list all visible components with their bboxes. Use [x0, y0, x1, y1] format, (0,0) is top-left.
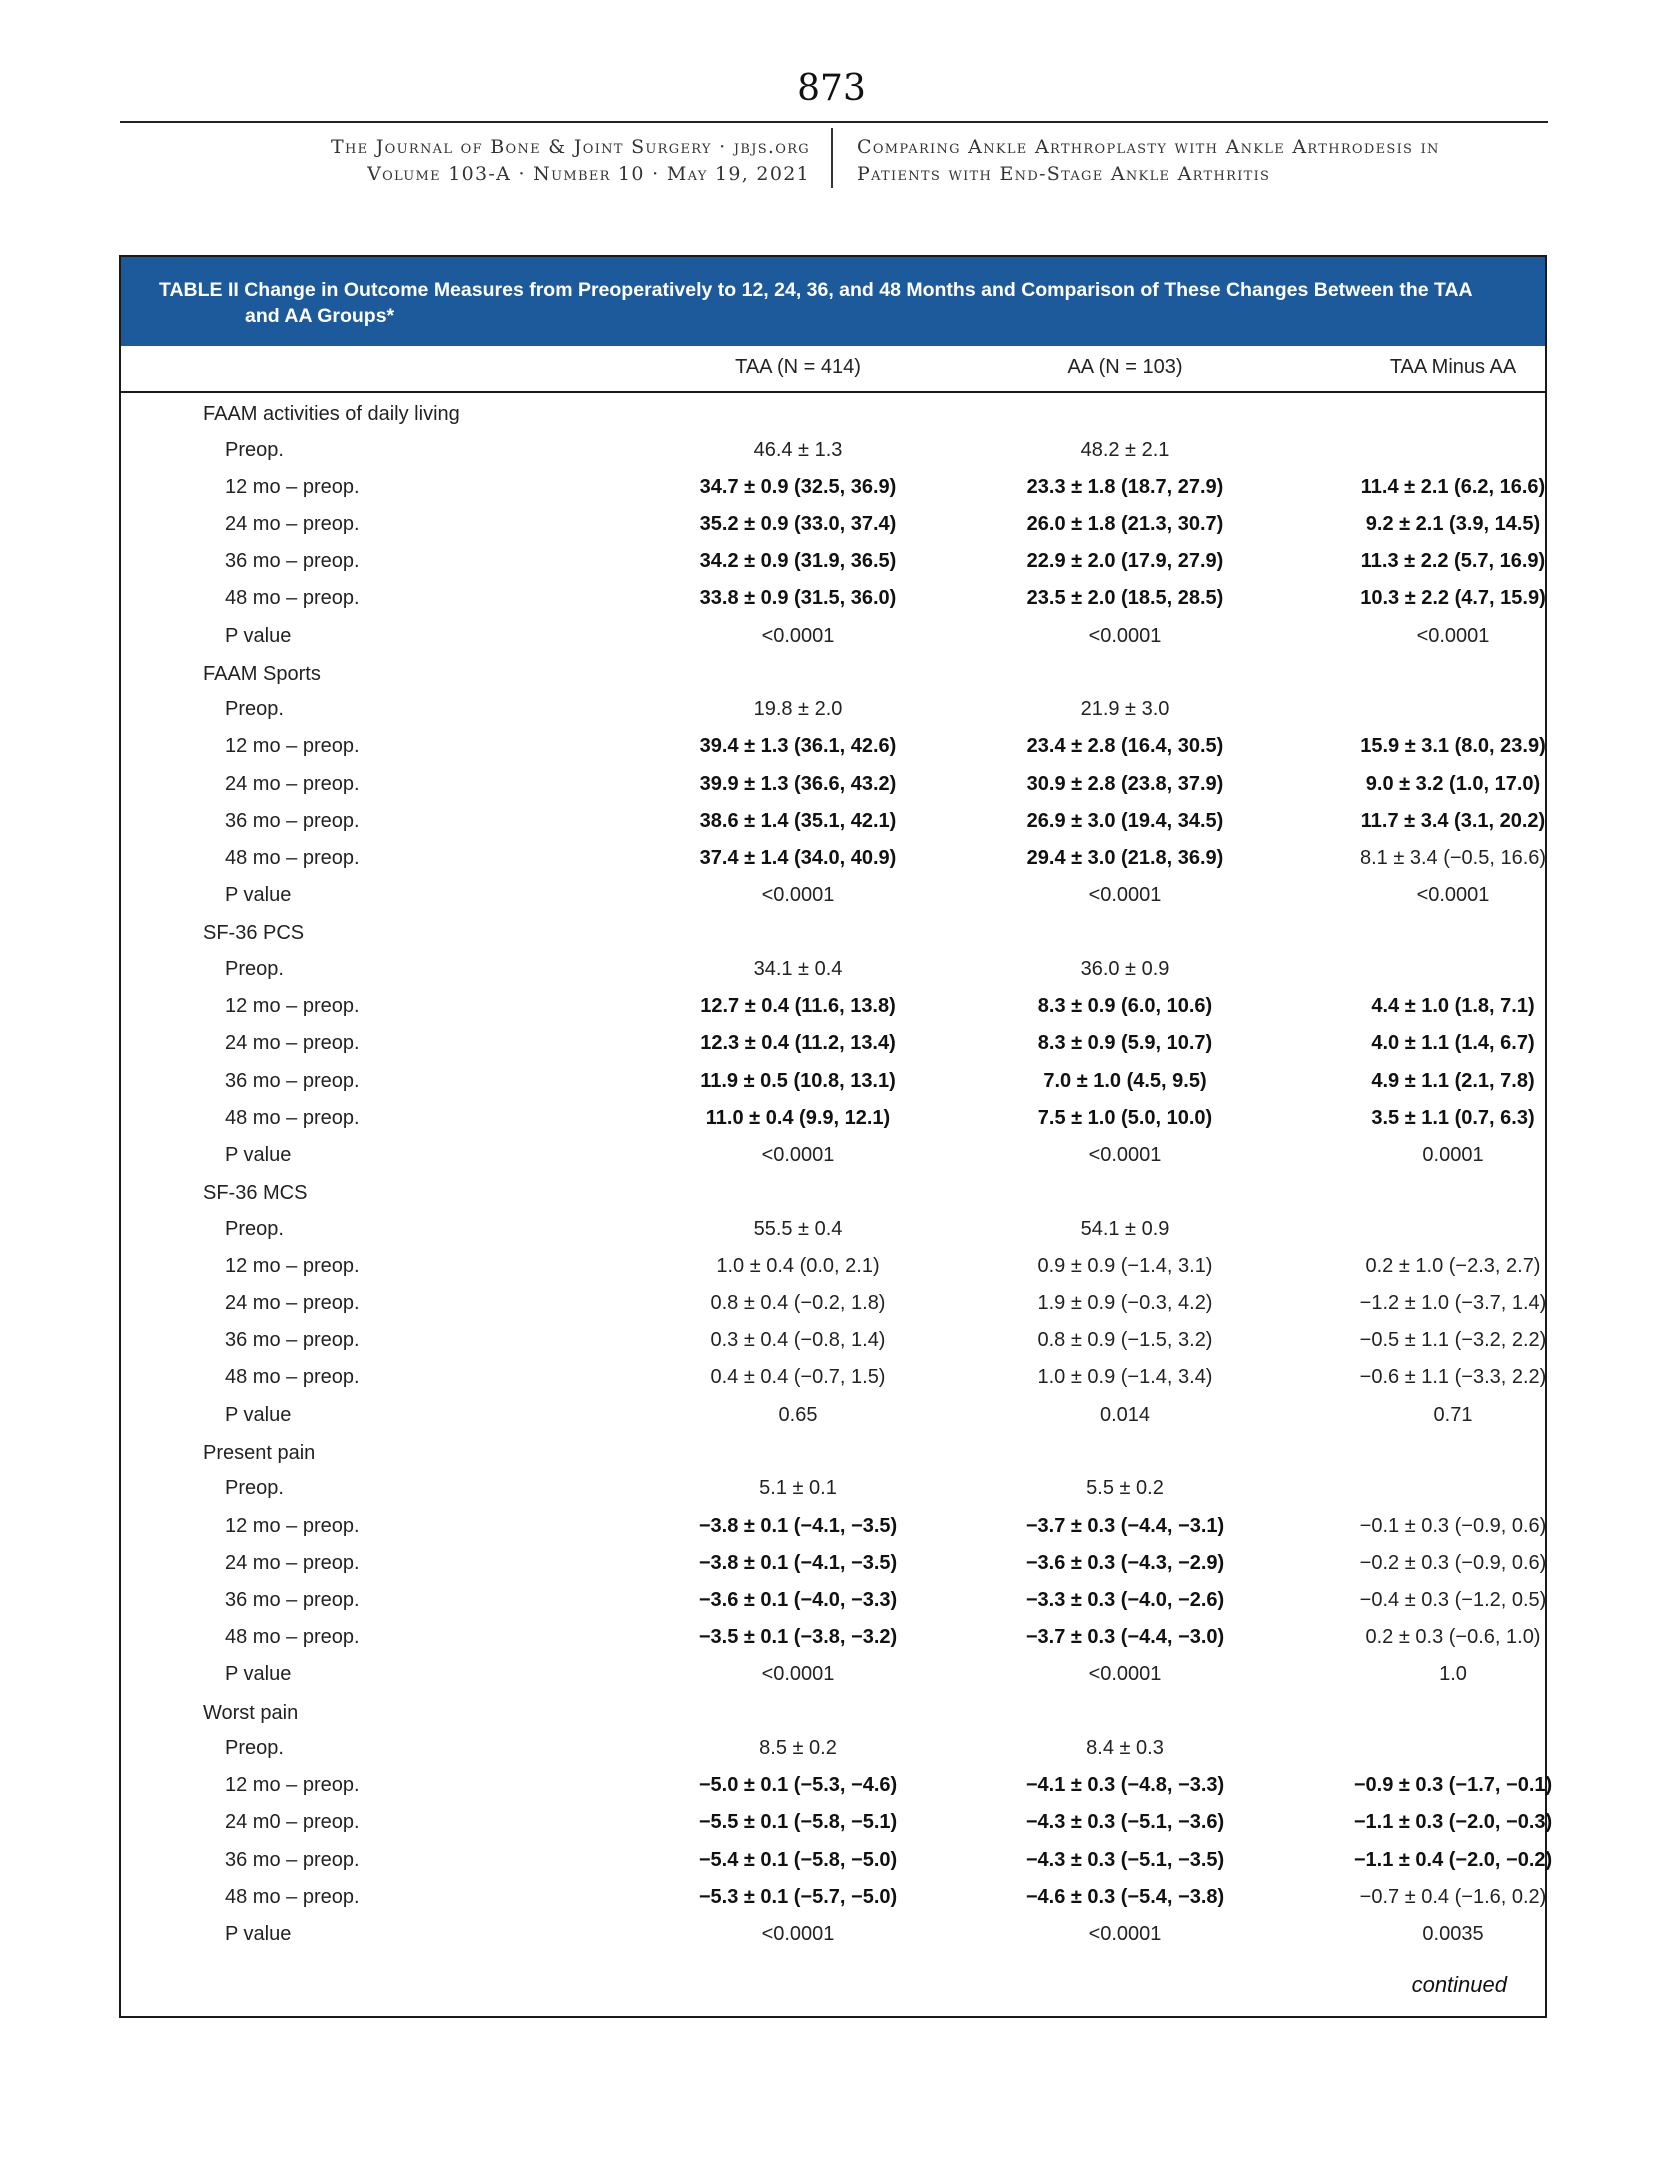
table-cell: 4.9 ± 1.1 (2.1, 7.8): [1371, 1069, 1535, 1092]
column-header-taa: TAA (N = 414): [735, 356, 861, 378]
table-cell: 26.0 ± 1.8 (21.3, 30.7): [1026, 512, 1224, 535]
row-label: 12 mo – preop.: [225, 1514, 360, 1537]
table-cell: <0.0001: [1088, 1143, 1162, 1166]
row-label: Preop.: [225, 698, 284, 721]
table-cell: 1.0 ± 0.9 (−1.4, 3.4): [1037, 1366, 1213, 1389]
row-label: 24 mo – preop.: [225, 1032, 360, 1055]
table-cell: 34.2 ± 0.9 (31.9, 36.5): [699, 550, 897, 573]
table-cell: 8.5 ± 0.2: [759, 1737, 837, 1759]
table-cell: 9.0 ± 3.2 (1.0, 17.0): [1365, 772, 1541, 795]
table-cell: −4.3 ± 0.3 (−5.1, −3.6): [1025, 1811, 1225, 1834]
row-label: 12 mo – preop.: [225, 735, 360, 758]
table-cell: −3.7 ± 0.3 (−4.4, −3.0): [1025, 1626, 1225, 1649]
table-cell: −1.1 ± 0.3 (−2.0, −0.3): [1353, 1811, 1553, 1834]
row-label: 24 mo – preop.: [225, 1551, 360, 1574]
table-cell: 37.4 ± 1.4 (34.0, 40.9): [699, 847, 897, 869]
table-cell: <0.0001: [1088, 1663, 1162, 1686]
table-cell: 1.0: [1439, 1663, 1467, 1686]
table-cell: 34.7 ± 0.9 (32.5, 36.9): [699, 475, 897, 498]
article-title-line-2: Patients with End-Stage Ankle Arthritis: [857, 163, 1271, 185]
table-cell: <0.0001: [1088, 1923, 1162, 1945]
table-cell: 8.4 ± 0.3: [1086, 1737, 1164, 1759]
table-cell: 0.3 ± 0.4 (−0.8, 1.4): [710, 1329, 886, 1352]
row-label: 36 mo – preop.: [225, 1588, 360, 1611]
table-cell: −0.5 ± 1.1 (−3.2, 2.2): [1359, 1329, 1547, 1352]
row-label: Preop.: [225, 1477, 284, 1500]
table-cell: 38.6 ± 1.4 (35.1, 42.1): [699, 809, 897, 832]
table-cell: −0.2 ± 0.3 (−0.9, 0.6): [1359, 1551, 1547, 1574]
table-cell: 48.2 ± 2.1: [1080, 438, 1170, 461]
row-label: 48 mo – preop.: [225, 1366, 360, 1389]
table-cell: 54.1 ± 0.9: [1080, 1217, 1170, 1240]
table-cell: −4.6 ± 0.3 (−5.4, −3.8): [1025, 1885, 1225, 1908]
table-cell: −5.3 ± 0.1 (−5.7, −5.0): [698, 1885, 898, 1908]
table-cell: 4.0 ± 1.1 (1.4, 6.7): [1371, 1032, 1535, 1055]
table-cell: 11.7 ± 3.4 (3.1, 20.2): [1360, 809, 1546, 832]
header-rule: [120, 121, 1548, 123]
table-cell: <0.0001: [761, 1143, 835, 1166]
table-cell: 36.0 ± 0.9: [1080, 957, 1170, 980]
article-running-head: [857, 134, 1440, 188]
table-cell: −3.8 ± 0.1 (−4.1, −3.5): [698, 1514, 898, 1537]
table-cell: −3.8 ± 0.1 (−4.1, −3.5): [698, 1551, 898, 1574]
table-cell: 12.7 ± 0.4 (11.6, 13.8): [700, 995, 896, 1018]
row-label: P value: [225, 1403, 292, 1426]
column-header-aa: AA (N = 103): [1067, 356, 1183, 378]
table-caption-banner: [121, 257, 1545, 346]
table-cell: 7.0 ± 1.0 (4.5, 9.5): [1043, 1069, 1207, 1092]
table-cell: 7.5 ± 1.0 (5.0, 10.0): [1037, 1106, 1213, 1129]
column-header-row: [121, 346, 1545, 393]
table-cell: 21.9 ± 3.0: [1080, 698, 1170, 721]
table-cell: 0.4 ± 0.4 (−0.7, 1.5): [710, 1366, 886, 1389]
table-cell: 22.9 ± 2.0 (17.9, 27.9): [1026, 550, 1224, 573]
row-label: 36 mo – preop.: [225, 1329, 360, 1352]
table-cell: 11.9 ± 0.5 (10.8, 13.1): [700, 1069, 896, 1092]
table-cell: <0.0001: [761, 884, 835, 907]
table-cell: 0.2 ± 0.3 (−0.6, 1.0): [1365, 1626, 1541, 1649]
table-cell: −1.2 ± 1.0 (−3.7, 1.4): [1359, 1292, 1547, 1314]
table-cell: 0.0035: [1422, 1923, 1484, 1945]
row-label: 24 m0 – preop.: [225, 1811, 360, 1834]
table-cell: 23.4 ± 2.8 (16.4, 30.5): [1026, 735, 1224, 758]
table-cell: <0.0001: [1416, 624, 1490, 647]
table-cell: <0.0001: [1088, 624, 1162, 647]
table-cell: 39.4 ± 1.3 (36.1, 42.6): [699, 735, 897, 758]
column-header-difference: TAA Minus AA: [1389, 356, 1517, 378]
table-cell: −0.4 ± 0.3 (−1.2, 0.5): [1359, 1588, 1547, 1611]
table-cell: 1.9 ± 0.9 (−0.3, 4.2): [1037, 1292, 1213, 1314]
journal-issue: Volume 103-A · Number 10 · May 19, 2021: [367, 163, 810, 185]
row-label: 48 mo – preop.: [225, 1885, 360, 1908]
table-cell: 0.9 ± 0.9 (−1.4, 3.1): [1037, 1254, 1213, 1277]
row-label: 48 mo – preop.: [225, 847, 360, 869]
row-label: P value: [225, 1923, 292, 1945]
table-cell: 11.3 ± 2.2 (5.7, 16.9): [1360, 550, 1546, 573]
row-label: 12 mo – preop.: [225, 475, 360, 498]
table-cell: 8.3 ± 0.9 (5.9, 10.7): [1037, 1032, 1213, 1055]
table-cell: 39.9 ± 1.3 (36.6, 43.2): [699, 772, 897, 795]
row-label: P value: [225, 1663, 292, 1686]
table-cell: 11.4 ± 2.1 (6.2, 16.6): [1360, 475, 1546, 498]
journal-name: The Journal of Bone & Joint Surgery · jbjs.org: [331, 136, 810, 158]
table-cell: 0.71: [1433, 1403, 1473, 1426]
table-cell: 34.1 ± 0.4: [753, 957, 843, 980]
row-label: 48 mo – preop.: [225, 1626, 360, 1649]
table-cell: 5.5 ± 0.2: [1086, 1477, 1164, 1500]
section-heading: SF-36 PCS: [203, 922, 305, 945]
row-label: Preop.: [225, 957, 284, 980]
table-cell: 0.8 ± 0.4 (−0.2, 1.8): [710, 1292, 886, 1314]
row-label: 24 mo – preop.: [225, 772, 360, 795]
table-cell: 1.0 ± 0.4 (0.0, 2.1): [716, 1254, 880, 1277]
caption-line-2: and AA Groups*: [245, 305, 395, 327]
table-cell: −5.5 ± 0.1 (−5.8, −5.1): [698, 1811, 898, 1834]
table-cell: 23.3 ± 1.8 (18.7, 27.9): [1026, 475, 1224, 498]
table-cell: 15.9 ± 3.1 (8.0, 23.9): [1360, 735, 1546, 758]
row-label: 48 mo – preop.: [225, 587, 360, 610]
table-cell: −3.3 ± 0.3 (−4.0, −2.6): [1025, 1588, 1225, 1611]
table-cell: −5.0 ± 0.1 (−5.3, −4.6): [698, 1774, 898, 1797]
table-cell: −3.7 ± 0.3 (−4.4, −3.1): [1025, 1514, 1225, 1537]
row-label: 12 mo – preop.: [225, 1774, 360, 1797]
row-label: 12 mo – preop.: [225, 995, 360, 1018]
row-label: Preop.: [225, 1737, 284, 1759]
section-heading: SF-36 MCS: [203, 1182, 308, 1205]
row-label: P value: [225, 624, 292, 647]
table-cell: 0.0001: [1422, 1143, 1484, 1166]
table-cell: 10.3 ± 2.2 (4.7, 15.9): [1360, 587, 1546, 610]
table-cell: 5.1 ± 0.1: [759, 1477, 837, 1500]
table-cell: 29.4 ± 3.0 (21.8, 36.9): [1026, 847, 1224, 869]
caption-line-1: TABLE II Change in Outcome Measures from Preoperatively to 12, 24, 36, and 48 Months and Comparison of These Changes Between the TAA: [159, 279, 1473, 301]
table-cell: 26.9 ± 3.0 (19.4, 34.5): [1026, 809, 1224, 832]
table-cell: 0.65: [778, 1403, 818, 1426]
table-cell: 30.9 ± 2.8 (23.8, 37.9): [1026, 772, 1224, 795]
section-heading: Present pain: [203, 1441, 316, 1464]
row-label: 24 mo – preop.: [225, 1292, 360, 1314]
table-cell: <0.0001: [761, 1923, 835, 1945]
table-cell: 9.2 ± 2.1 (3.9, 14.5): [1365, 512, 1541, 535]
table-cell: −0.9 ± 0.3 (−1.7, −0.1): [1353, 1774, 1553, 1797]
row-label: 36 mo – preop.: [225, 1069, 360, 1092]
row-label: 36 mo – preop.: [225, 550, 360, 573]
table-cell: <0.0001: [1416, 884, 1490, 907]
article-title-line-1: Comparing Ankle Arthroplasty with Ankle Arthrodesis in: [857, 136, 1440, 158]
table-cell: 19.8 ± 2.0: [753, 698, 843, 721]
section-heading: Worst pain: [203, 1701, 299, 1724]
row-label: 24 mo – preop.: [225, 512, 360, 535]
outcome-table: [119, 255, 1553, 2018]
table-cell: −4.3 ± 0.3 (−5.1, −3.5): [1025, 1848, 1225, 1871]
table-cell: 35.2 ± 0.9 (33.0, 37.4): [699, 512, 897, 535]
table-cell: 33.8 ± 0.9 (31.5, 36.0): [699, 587, 897, 610]
row-label: 12 mo – preop.: [225, 1254, 360, 1277]
continued-note: continued: [1411, 1972, 1507, 1997]
header-divider: [831, 128, 833, 188]
table-caption: [159, 277, 1529, 329]
table-cell: −3.5 ± 0.1 (−3.8, −3.2): [698, 1626, 898, 1649]
table-cell: <0.0001: [761, 1663, 835, 1686]
row-label: Preop.: [225, 438, 284, 461]
row-label: P value: [225, 1143, 292, 1166]
table-cell: 55.5 ± 0.4: [753, 1217, 843, 1240]
table-cell: 4.4 ± 1.0 (1.8, 7.1): [1371, 995, 1535, 1018]
table-cell: 8.3 ± 0.9 (6.0, 10.6): [1037, 995, 1213, 1018]
journal-running-head: [331, 134, 810, 188]
table-cell: 8.1 ± 3.4 (−0.5, 16.6): [1359, 847, 1547, 869]
table-cell: −1.1 ± 0.4 (−2.0, −0.2): [1353, 1848, 1553, 1871]
table-cell: −3.6 ± 0.3 (−4.3, −2.9): [1025, 1551, 1225, 1574]
row-label: P value: [225, 884, 292, 907]
table-cell: −0.6 ± 1.1 (−3.3, 2.2): [1359, 1366, 1547, 1389]
table-cell: −5.4 ± 0.1 (−5.8, −5.0): [698, 1848, 898, 1871]
table-cell: 3.5 ± 1.1 (0.7, 6.3): [1371, 1106, 1535, 1129]
page-number: 873: [797, 68, 866, 109]
table-cell: 12.3 ± 0.4 (11.2, 13.4): [700, 1032, 896, 1055]
table-cell: <0.0001: [761, 624, 835, 647]
row-label: 36 mo – preop.: [225, 809, 360, 832]
table-cell: −3.6 ± 0.1 (−4.0, −3.3): [698, 1588, 898, 1611]
table-cell: 0.2 ± 1.0 (−2.3, 2.7): [1365, 1254, 1541, 1277]
section-heading: FAAM activities of daily living: [203, 403, 460, 425]
table-cell: −0.7 ± 0.4 (−1.6, 0.2): [1359, 1885, 1547, 1908]
table-cell: 0.8 ± 0.9 (−1.5, 3.2): [1037, 1329, 1213, 1352]
table-cell: −4.1 ± 0.3 (−4.8, −3.3): [1025, 1774, 1225, 1797]
section-heading: FAAM Sports: [203, 662, 321, 685]
table-cell: −0.1 ± 0.3 (−0.9, 0.6): [1359, 1514, 1547, 1537]
table-cell: 46.4 ± 1.3: [753, 438, 843, 461]
row-label: Preop.: [225, 1217, 284, 1240]
row-label: 48 mo – preop.: [225, 1106, 360, 1129]
table-cell: 23.5 ± 2.0 (18.5, 28.5): [1026, 587, 1224, 610]
table-cell: <0.0001: [1088, 884, 1162, 907]
table-cell: 11.0 ± 0.4 (9.9, 12.1): [705, 1106, 891, 1129]
table-cell: 0.014: [1099, 1403, 1151, 1426]
row-label: 36 mo – preop.: [225, 1848, 360, 1871]
